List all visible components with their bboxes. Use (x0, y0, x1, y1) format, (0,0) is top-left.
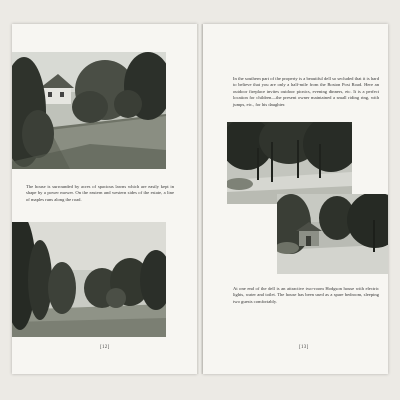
right-page (203, 24, 388, 374)
left-page (12, 24, 197, 374)
right-caption-bottom: At one end of the dell is an attractive two-room Hodgson house with electric lights, water and toilet. The house has been used as a spare bedroom, sleeping two guests comfortably. (233, 286, 379, 304)
left-caption: The house is surrounded by acres of spacious lawns which are easily kept in shape by a power mower. On the eastern and western sides of the estate, a line of maples runs along the road. (26, 184, 174, 202)
photo-house-lawn (12, 52, 166, 169)
photo-hodgson-house (277, 194, 388, 274)
photo-dell-clearing (227, 122, 352, 204)
left-page-number: [12] (100, 345, 110, 350)
right-caption-top: In the southern part of the property is a beautiful dell so secluded that it is hard to believe that you are only a half-mile from the Boston Post Road. Here an outdoor fireplace invites outdoor picnics, evening dinners, etc. It is a perfect location for children—the present owner maintained a small riding ring, with jumps, etc., for his daughter. (233, 76, 379, 107)
photo-maples-lawn (12, 222, 166, 337)
right-page-number: [13] (299, 345, 309, 350)
